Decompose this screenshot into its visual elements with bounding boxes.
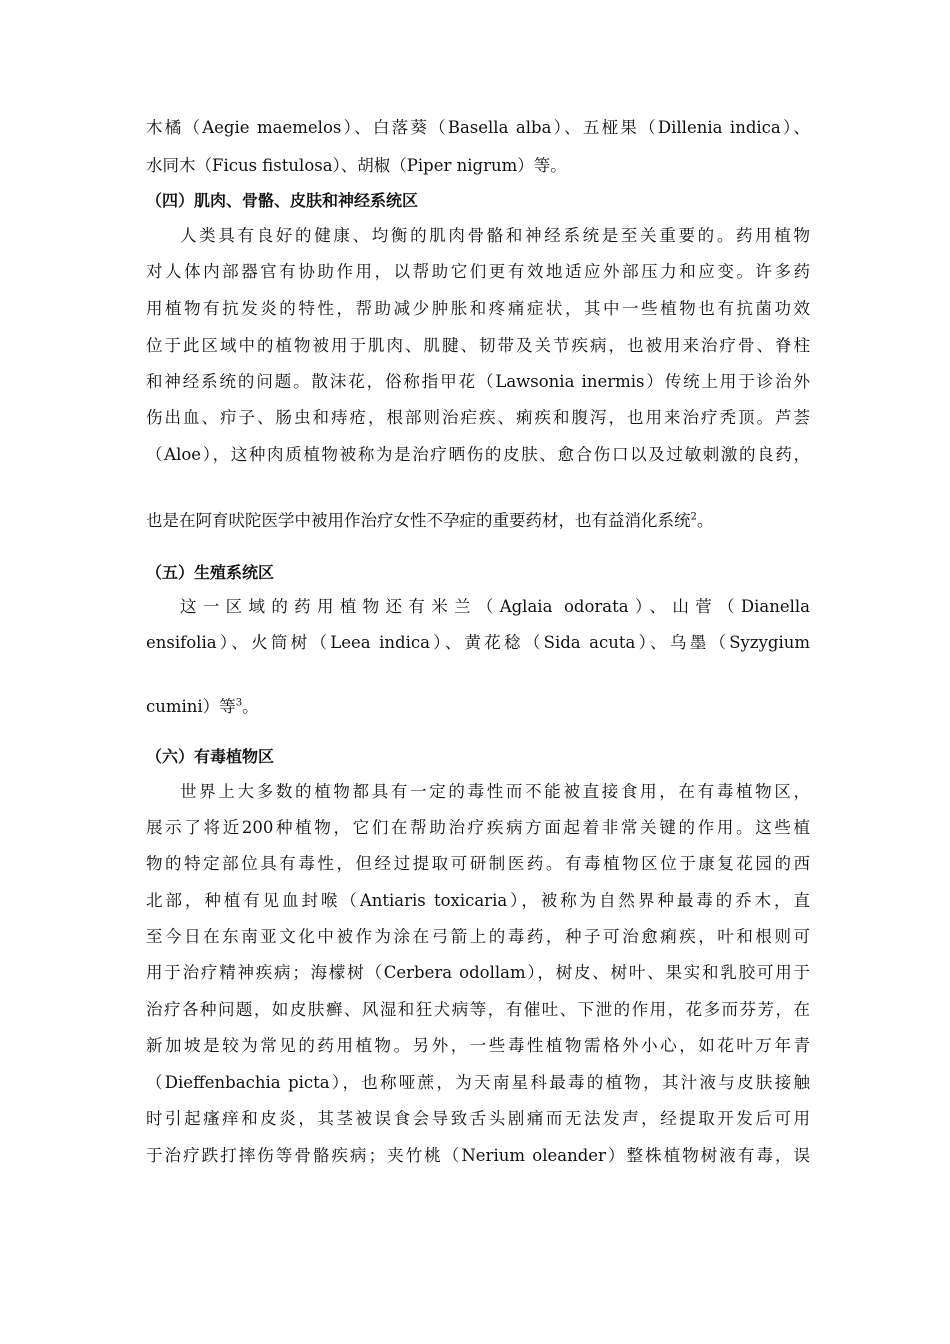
text-run: 。 (242, 697, 259, 716)
body-text-line: 于治疗跌打摔伤等骨骼疾病；夹竹桃（Nerium oleander）整株植物树液有毒，误 (146, 1146, 810, 1165)
body-text-line: 新加坡是较为常见的药用植物。另外，一些毒性植物需格外小心，如花叶万年青 (146, 1036, 810, 1055)
body-text-line (146, 509, 810, 533)
body-text-line (146, 695, 810, 719)
body-text-line: 世界上大多数的植物都具有一定的毒性而不能被直接食用，在有毒植物区， (180, 782, 810, 801)
body-text-line: 用植物有抗发炎的特性，帮助减少肿胀和疼痛症状，其中一些植物也有抗菌功效 (146, 299, 810, 318)
body-text-line: 对人体内部器官有协助作用，以帮助它们更有效地适应外部压力和应变。许多药 (146, 262, 810, 281)
body-text-line: 人类具有良好的健康、均衡的肌肉骨骼和神经系统是至关重要的。药用植物 (180, 226, 810, 245)
body-text-line: 展示了将近200种植物，它们在帮助治疗疾病方面起着非常关键的作用。这些植 (146, 818, 810, 837)
body-text-line: 时引起瘙痒和皮炎，其茎被误食会导致舌头剧痛而无法发声，经提取开发后可用 (146, 1109, 810, 1128)
body-text-line: 水同木（Ficus fistulosa）、胡椒（Piper nigrum）等。 (146, 156, 567, 175)
section-heading-5: （五）生殖系统区 (146, 563, 275, 582)
body-text-line: 至今日在东南亚文化中被作为涂在弓箭上的毒药，种子可治愈痢疾，叶和根则可 (146, 927, 810, 946)
body-text-line: 用于治疗精神疾病；海檬树（Cerbera odollam），树皮、树叶、果实和乳胶可用于 (146, 963, 810, 982)
body-text-line: 这一区域的药用植物还有米兰（Aglaia odorata）、山菅（Dianella (180, 597, 810, 616)
section-heading-6: （六）有毒植物区 (146, 747, 275, 766)
text-run: 也是在阿育吠陀医学中被用作治疗女性不孕症的重要药材，也有益消化系统 (146, 511, 691, 530)
body-text-line: 物的特定部位具有毒性，但经过提取可研制医药。有毒植物区位于康复花园的西 (146, 854, 810, 873)
body-text-line: 伤出血、疖子、肠虫和痔疮，根部则治疟疾、痢疾和腹泻，也用来治疗秃顶。芦荟 (146, 408, 810, 427)
body-text-line: 木橘（Aegie maemelos）、白落葵（Basella alba）、五桠果（Dillenia indica）、 (146, 118, 810, 137)
body-text-line: （Dieffenbachia picta），也称哑蔗，为天南星科最毒的植物，其汁液与皮肤接触 (146, 1073, 810, 1092)
footnote-ref: 3 (235, 697, 243, 709)
body-text-line: 位于此区域中的植物被用于肌肉、肌腱、韧带及关节疾病，也被用来治疗骨、脊柱 (146, 336, 810, 355)
body-text-line: 和神经系统的问题。散沫花，俗称指甲花（Lawsonia inermis）传统上用于诊治外 (146, 372, 810, 391)
section-heading-4: （四）肌肉、骨骼、皮肤和神经系统区 (146, 191, 419, 210)
body-text-line: 治疗各种问题，如皮肤癣、风湿和狂犬病等，有催吐、下泄的作用，花多而芬芳，在 (146, 1000, 810, 1019)
body-text-line: 北部，种植有见血封喉（Antiaris toxicaria），被称为自然界种最毒的乔木，直 (146, 891, 810, 910)
text-run: 。 (696, 511, 714, 530)
body-text-line: （Aloe），这种肉质植物被称为是治疗晒伤的皮肤、愈合伤口以及过敏刺激的良药， (146, 445, 810, 464)
body-text-line: ensifolia）、火筒树（Leea indica）、黄花稔（Sida acuta）、乌墨（Syzygium (146, 633, 810, 652)
text-run: cumini）等 (146, 697, 236, 716)
footnote-ref: 2 (690, 511, 697, 523)
